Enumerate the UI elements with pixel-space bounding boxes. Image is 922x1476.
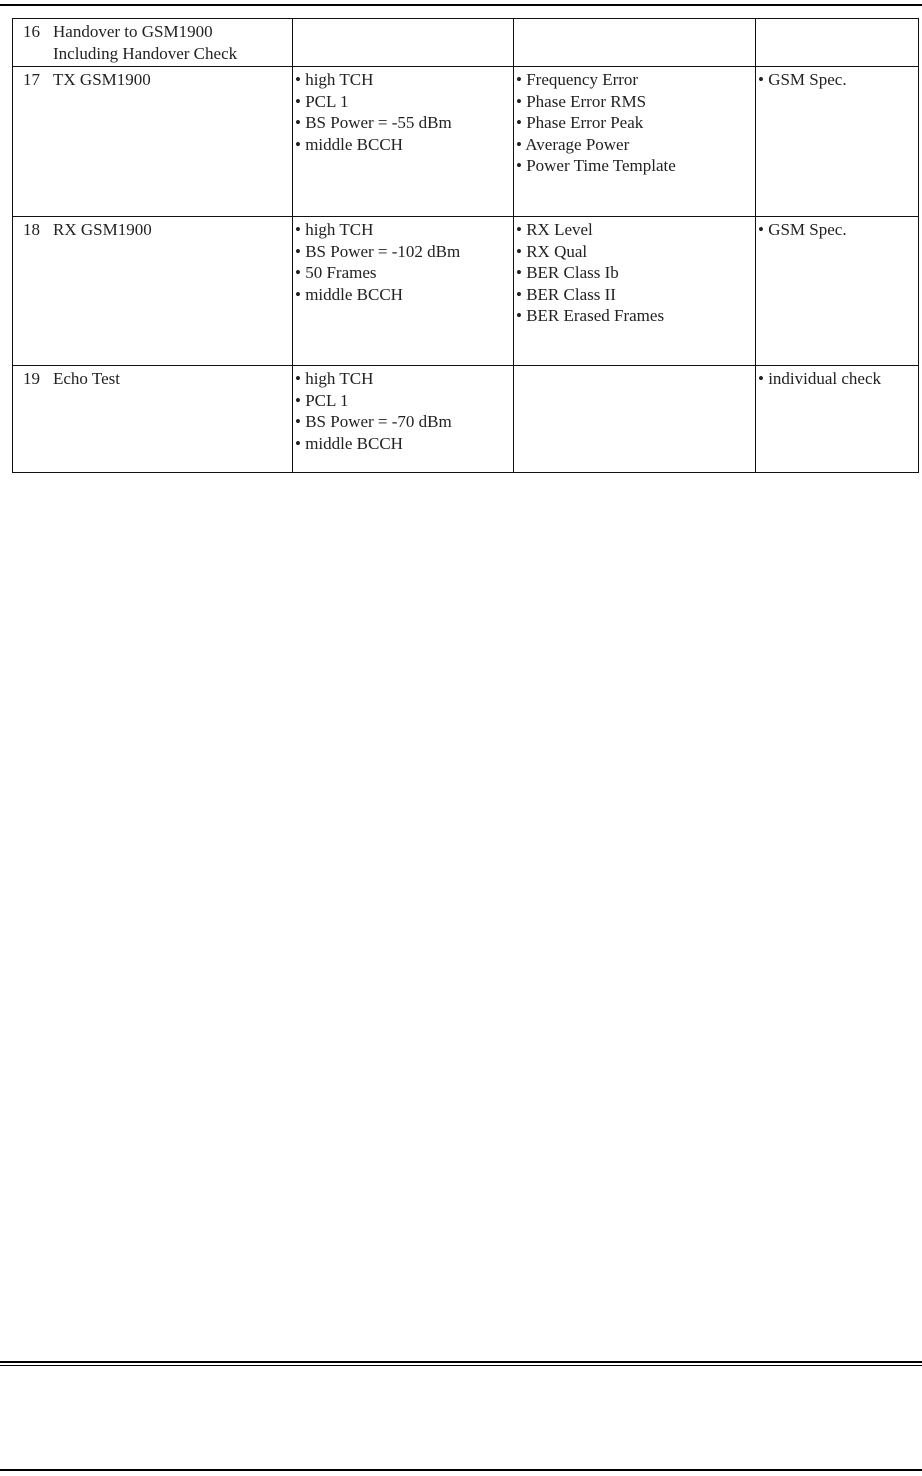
setting-item: • BS Power = -55 dBm xyxy=(295,112,509,134)
test-name-line: Including Handover Check xyxy=(53,43,238,63)
table-row xyxy=(13,217,919,366)
limits-cell xyxy=(756,217,919,366)
limit-item: • GSM Spec. xyxy=(758,219,914,241)
setting-item: • high TCH xyxy=(295,69,509,91)
limits-cell xyxy=(756,366,919,473)
test-number: 18 xyxy=(23,220,40,239)
test-cell xyxy=(13,67,293,217)
footer-rule xyxy=(0,1365,922,1366)
setting-item: • high TCH xyxy=(295,368,509,390)
test-number: 16 xyxy=(23,22,40,41)
setting-item: • middle BCCH xyxy=(295,134,509,156)
setting-item: • BS Power = -102 dBm xyxy=(295,241,509,263)
test-name-line: Handover to GSM1900 xyxy=(53,22,213,41)
limit-item: • GSM Spec. xyxy=(758,69,914,91)
measurements-cell xyxy=(514,67,756,217)
measurement-item: • Power Time Template xyxy=(516,155,751,177)
test-name: RX GSM1900 xyxy=(53,220,152,239)
setting-item: • middle BCCH xyxy=(295,433,509,455)
measurement-item: • Average Power xyxy=(516,134,751,156)
footer-rule xyxy=(0,1361,922,1363)
test-name: TX GSM1900 xyxy=(53,70,151,89)
settings-cell xyxy=(293,19,514,67)
setting-item: • PCL 1 xyxy=(295,91,509,113)
settings-cell xyxy=(293,67,514,217)
table-row xyxy=(13,19,919,67)
measurement-item: • Phase Error RMS xyxy=(516,91,751,113)
setting-item: • BS Power = -70 dBm xyxy=(295,411,509,433)
measurements-cell xyxy=(514,217,756,366)
test-name xyxy=(53,21,288,64)
measurement-item: • Frequency Error xyxy=(516,69,751,91)
settings-cell xyxy=(293,217,514,366)
setting-item: • middle BCCH xyxy=(295,284,509,306)
setting-item: • 50 Frames xyxy=(295,262,509,284)
bottom-rule xyxy=(0,1469,922,1471)
test-number: 17 xyxy=(23,70,40,89)
test-cell xyxy=(13,366,293,473)
test-name: Echo Test xyxy=(53,369,120,388)
header-rule xyxy=(0,4,922,6)
measurements-cell xyxy=(514,19,756,67)
measurement-item: • RX Qual xyxy=(516,241,751,263)
setting-item: • high TCH xyxy=(295,219,509,241)
test-number: 19 xyxy=(23,369,40,388)
test-table xyxy=(12,18,919,473)
table-row xyxy=(13,67,919,217)
test-cell xyxy=(13,217,293,366)
settings-cell xyxy=(293,366,514,473)
limits-cell xyxy=(756,67,919,217)
test-cell xyxy=(13,19,293,67)
measurement-item: • Phase Error Peak xyxy=(516,112,751,134)
measurement-item: • RX Level xyxy=(516,219,751,241)
measurement-item: • BER Class II xyxy=(516,284,751,306)
limit-item: • individual check xyxy=(758,368,914,390)
measurement-item: • BER Erased Frames xyxy=(516,305,751,327)
measurements-cell xyxy=(514,366,756,473)
setting-item: • PCL 1 xyxy=(295,390,509,412)
limits-cell xyxy=(756,19,919,67)
table-row xyxy=(13,366,919,473)
measurement-item: • BER Class Ib xyxy=(516,262,751,284)
